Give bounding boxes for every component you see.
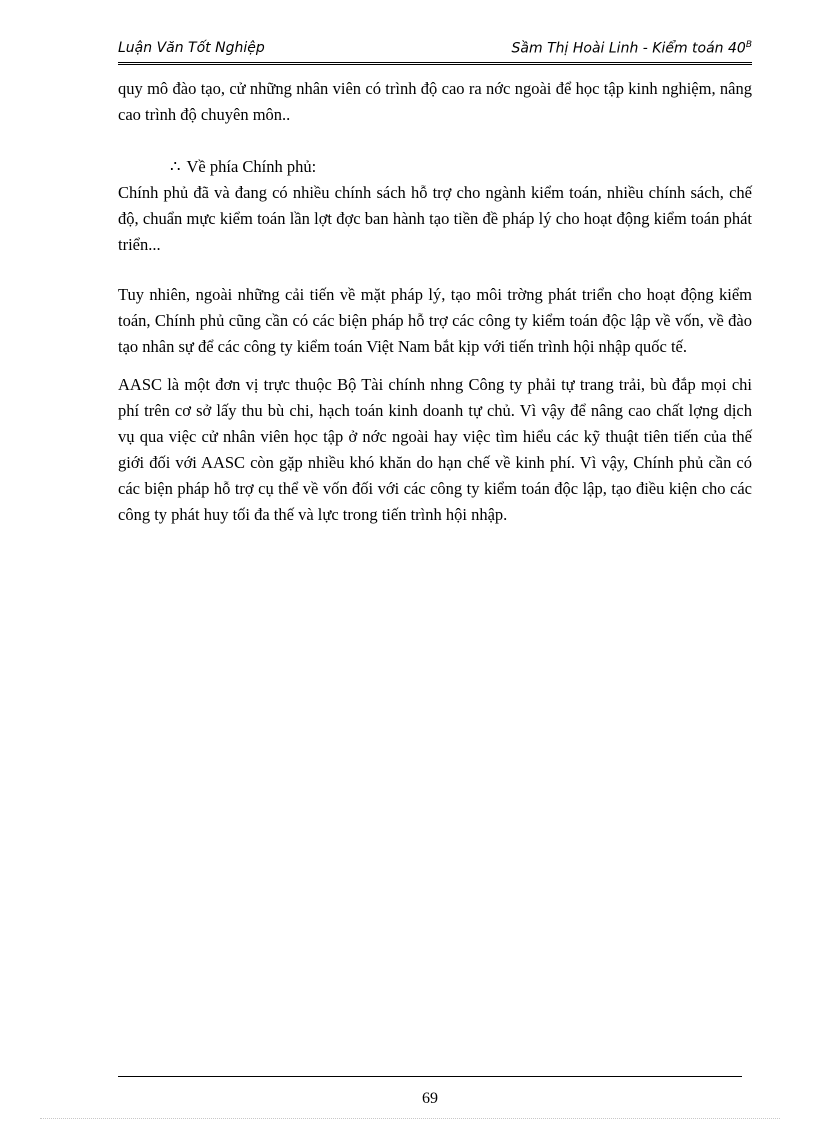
therefore-symbol-icon: ∴ (170, 157, 181, 176)
paragraph-government-policy: Chính phủ đã và đang có nhiều chính sách hỗ trợ cho ngành kiểm toán, nhiều chính sách, chế độ, chuẩn mực kiểm toán lần lợt đợc ban hành tạo tiền đề pháp lý cho hoạt động kiểm toán phát triển... (118, 183, 752, 254)
paragraph-aasc: AASC là một đơn vị trực thuộc Bộ Tài chính nhng Công ty phải tự trang trải, bù đắp mọi chi phí trên cơ sở lấy thu bù chi, hạch toán kinh doanh tự chủ. Vì vậy để nâng cao chất lợng dịch vụ qua việc cử nhân viên học tập ở nớc ngoài hay việc tìm hiểu các kỹ thuật tiên tiến của thế giới đối với AASC còn gặp nhiều khó khăn do hạn chế về kinh phí. Vì vậy, Chính phủ cần có các biện pháp hỗ trợ cụ thể về vốn đối với các công ty kiểm toán độc lập, tạo điều kiện cho các công ty phát huy tối đa thế và lực trong tiến trình hội nhập. (118, 375, 752, 524)
header-author-text: Sầm Thị Hoài Linh - Kiểm toán 40 (511, 40, 746, 57)
header-author-superscript: B (745, 40, 752, 50)
section-heading-text: Về phía Chính phủ: (186, 157, 317, 176)
header-author (512, 40, 752, 57)
paragraph-government-support: Tuy nhiên, ngoài những cải tiến về mặt pháp lý, tạo môi trờng phát triển cho hoạt động kiểm toán, Chính phủ cũng cần có các biện pháp hỗ trợ các công ty kiểm toán độc lập về vốn, về đào tạo nhân sự để các công ty kiểm toán Việt Nam bắt kịp với tiến trình hội nhập quốc tế. (118, 285, 752, 356)
footer-divider (118, 1076, 742, 1077)
section-heading-government (118, 154, 752, 180)
bottom-dotted-border (40, 1118, 780, 1119)
page-number: 69 (422, 1090, 438, 1107)
page-header (118, 36, 752, 65)
header-thesis-title: Luận Văn Tốt Nghiệp (118, 40, 265, 56)
paragraph-training: quy mô đào tạo, cử những nhân viên có trình độ cao ra nớc ngoài để học tập kinh nghiệm, nâng cao trình độ chuyên môn.. (118, 79, 752, 124)
document-body (118, 76, 752, 528)
